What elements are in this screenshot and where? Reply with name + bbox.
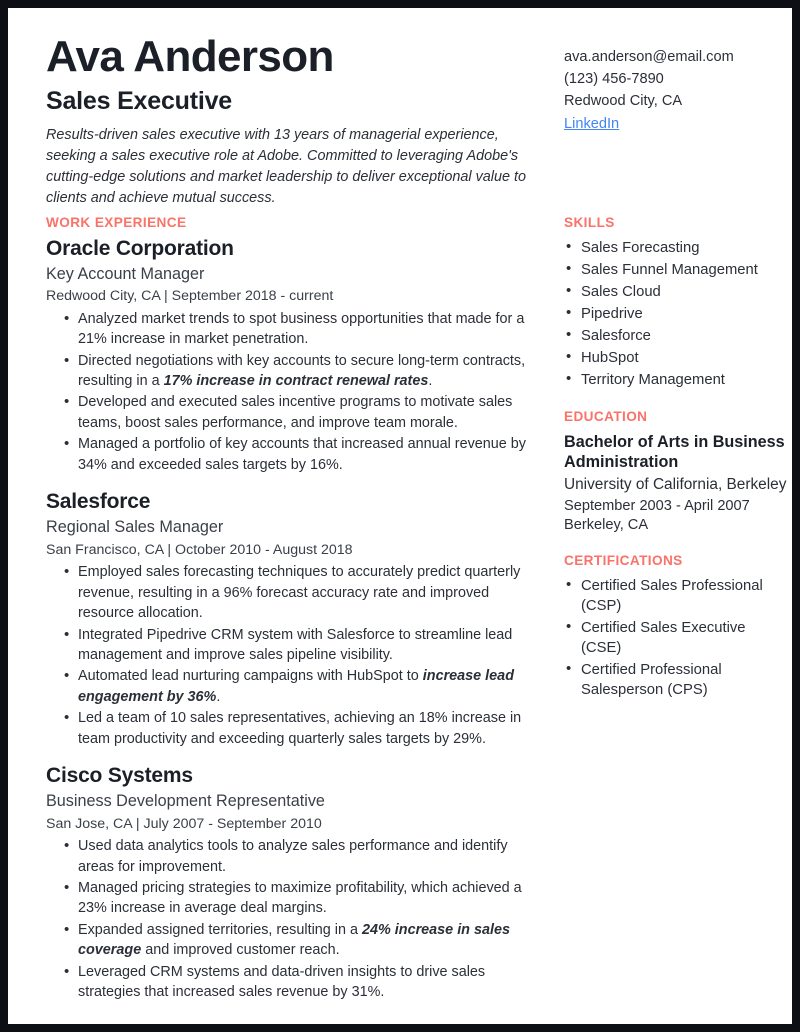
experience-bullet [64, 836, 542, 877]
certification-item: • Certified Professional Salesperson (CPS) [564, 660, 788, 700]
experience-bullet [64, 392, 542, 433]
bullet-text: Employed sales forecasting techniques to accurately predict quarterly revenue, resulting in a 96% forecast accuracy rate and improved resource allocation. [78, 564, 521, 622]
experience-role: Key Account Manager [46, 264, 205, 283]
experience-bullet [64, 562, 542, 623]
resume-page [8, 8, 792, 1024]
experience-role: Business Development Representative [46, 792, 325, 811]
contact-phone[interactable]: (123) 456-7890 [564, 71, 664, 88]
experience-bullet [64, 625, 542, 666]
skill-item: • Salesforce [564, 326, 788, 346]
bullet-text-tail: . [428, 373, 433, 389]
experience-company: Salesforce [46, 490, 151, 514]
skill-item: • Territory Management [564, 370, 788, 390]
experience-company: Cisco Systems [46, 764, 193, 788]
contact-email[interactable]: ava.anderson@email.com [564, 49, 734, 65]
experience-role: Regional Sales Manager [46, 518, 224, 537]
skill-item: • Pipedrive [564, 304, 788, 324]
bullet-text: Led a team of 10 sales representatives, achieving an 18% increase in team productivity and exceeding quarterly sales targets by 29%. [78, 710, 522, 747]
education-location: Berkeley, CA [564, 516, 649, 533]
linkedin-link[interactable]: LinkedIn [564, 115, 620, 132]
professional-summary: Results-driven sales executive with 13 years of managerial experience, seeking a sales executive role at Adobe. Committed to leveraging Adobe's cutting-edge solutions and market leadership to deliver exceptional value to clients and achieve mutual success. [46, 126, 526, 206]
header-identity [46, 34, 556, 209]
certification-item: • Certified Sales Executive (CSE) [564, 618, 788, 658]
bullet-text-tail: and improved customer reach. [141, 942, 340, 959]
experience-entry [46, 763, 542, 1003]
section-heading-certifications: CERTIFICATIONS [564, 552, 683, 568]
experience-bullet [64, 666, 542, 707]
section-heading-work-experience: WORK EXPERIENCE [46, 214, 187, 230]
candidate-name: Ava Anderson [46, 32, 334, 81]
bullet-text: Managed pricing strategies to maximize profitability, which achieved a 23% increase in average deal margins. [78, 880, 522, 917]
skills-section [564, 215, 788, 391]
experience-bullet-list [46, 836, 542, 1003]
bullet-text: Integrated Pipedrive CRM system with Salesforce to streamline lead management and improve sales pipeline visibility. [78, 626, 513, 663]
experience-bullet-list [46, 309, 542, 476]
experience-location-dates: San Francisco, CA | October 2010 - August 2018 [46, 541, 353, 558]
bullet-text: Managed a portfolio of key accounts that increased annual revenue by 34% and exceeded sales targets by 16%. [78, 436, 526, 473]
experience-bullet [64, 878, 542, 919]
bullet-text: Developed and executed sales incentive programs to motivate sales teams, boost sales performance, and improve team morale. [78, 394, 513, 431]
section-heading-education: EDUCATION [564, 408, 648, 424]
experience-bullet [64, 434, 542, 475]
certifications-list [564, 576, 788, 701]
resume-header [46, 34, 766, 209]
certification-item: • Certified Sales Professional (CSP) [564, 576, 788, 616]
experience-company: Oracle Corporation [46, 236, 234, 260]
skill-item: • HubSpot [564, 348, 788, 368]
contact-block [556, 34, 788, 135]
experience-bullet [64, 309, 542, 350]
experience-bullet [64, 920, 542, 961]
experience-location-dates: San Jose, CA | July 2007 - September 2010 [46, 815, 322, 832]
bullet-text-tail: . [216, 688, 221, 705]
skill-item: • Sales Forecasting [564, 238, 788, 258]
experience-bullet-list [46, 562, 542, 749]
experience-entry [46, 489, 542, 749]
experience-list [46, 236, 542, 1003]
bullet-text: Expanded assigned territories, resulting in a [78, 921, 362, 938]
bullet-text: Analyzed market trends to spot business opportunities that made for a 21% increase in market penetration. [78, 310, 525, 348]
experience-location-dates: Redwood City, CA | September 2018 - current [46, 288, 334, 305]
skill-item: • Sales Cloud [564, 282, 788, 302]
section-heading-skills: SKILLS [564, 214, 615, 230]
certifications-section [564, 553, 788, 701]
bullet-highlight: 24% increase in sales coverage [78, 921, 510, 959]
experience-bullet [64, 708, 542, 749]
experience-entry [46, 236, 542, 476]
education-dates: September 2003 - April 2007 [564, 498, 750, 514]
resume-body [46, 214, 787, 1017]
sidebar-column [556, 215, 788, 719]
education-section [564, 409, 788, 535]
skills-list [564, 238, 788, 391]
education-degree: Bachelor of Arts in Business Administration [564, 432, 785, 472]
bullet-text: Used data analytics tools to analyze sales performance and identify areas for improvement. [78, 838, 508, 875]
bullet-highlight: increase lead engagement by 36% [78, 668, 514, 705]
bullet-text: Leveraged CRM systems and data-driven insights to drive sales strategies that increased sales revenue by 31%. [78, 963, 486, 1001]
candidate-job-title: Sales Executive [46, 86, 233, 115]
experience-bullet [64, 962, 542, 1003]
education-list [564, 432, 788, 535]
education-school: University of California, Berkeley [564, 475, 787, 493]
bullet-text: Automated lead nurturing campaigns with HubSpot to [78, 668, 423, 685]
skill-item: • Sales Funnel Management [564, 260, 788, 280]
contact-location: Redwood City, CA [564, 93, 683, 110]
bullet-text: Directed negotiations with key accounts to secure long-term contracts, resulting in a [78, 352, 526, 389]
bullet-highlight: 17% increase in contract renewal rates [163, 373, 429, 389]
main-column [46, 215, 556, 1017]
education-entry [564, 432, 788, 535]
experience-bullet [64, 351, 542, 392]
